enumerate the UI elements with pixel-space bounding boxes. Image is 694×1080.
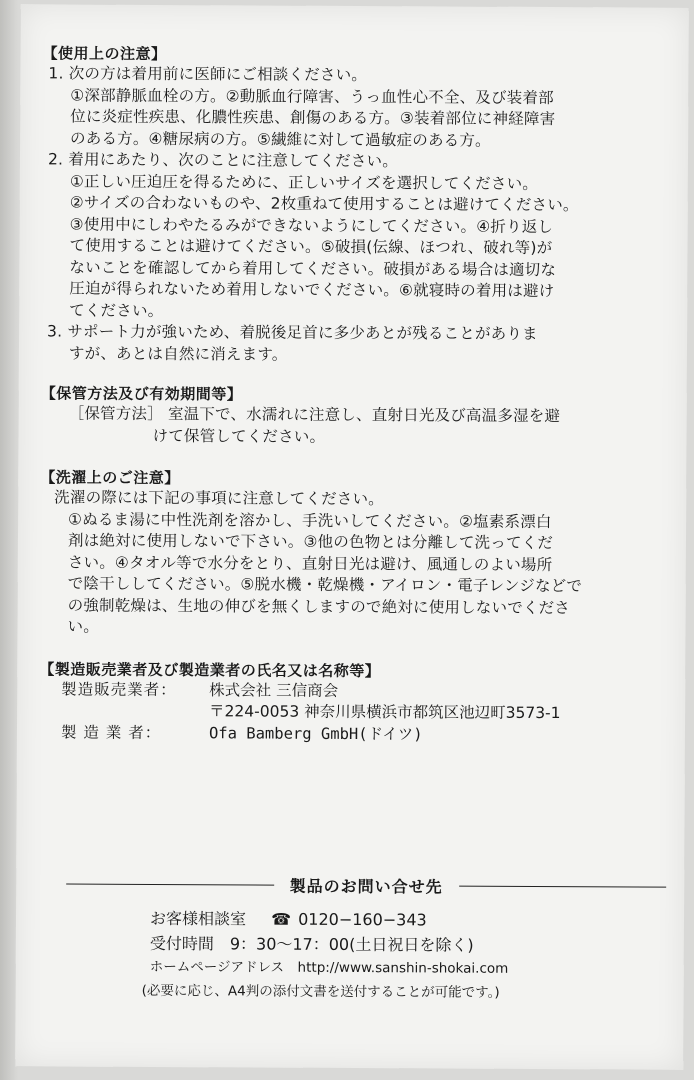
homepage-address: ホームページアドレス http://www.sanshin-shokai.com [149,958,509,977]
usage-line: ①正しい圧迫圧を得るために、正しいサイズを選択してください。 [69,172,539,193]
storage-line: ［保管方法］ 室温下で、水濡れに注意し、直射日光及び高温多湿を避 [68,404,561,426]
seller-address: 〒224-0053 神奈川県横浜市都筑区池辺町3573-1 [209,702,561,723]
telephone-icon: ☎ [271,909,292,929]
manufacturer-section-title: 【製造販売業者及び製造業者の氏名又は名称等】 [39,659,381,680]
document-content [39,42,681,746]
storage-section-title: 【保管方法及び有効期間等】 [40,384,243,404]
inquiry-header [66,873,666,899]
usage-line: ①深部静脈血栓の方。②動脈血行障害、うっ血性心不全、及び装着部 [70,86,554,107]
usage-line: ないことを確認してから着用してください。破損がある場合は適切な [69,258,557,279]
manufacturer-section [39,679,677,747]
maker-name: Ofa Bamberg GmbH(ドイツ) [208,723,423,743]
washing-line: さい。④タオル等で水分をとり、直射日光は避け、風通しのよい場所 [67,553,553,574]
washing-line: 洗濯の際には下記の事項に注意してください。 [54,488,384,509]
customer-office-row [66,906,666,934]
reception-hours: 受付時間 9：30〜17：00(土日祝日を除く) [149,933,474,955]
washing-line: で陰干ししてください。⑤脱水機・乾燥機・アイロン・電子レンジなどで [67,574,583,596]
washing-line: ①ぬるま湯に中性洗剤を溶かし、手洗いしてください。②塩素系漂白 [68,510,552,531]
usage-section [41,63,681,367]
storage-section [40,403,678,449]
usage-line: 位に炎症性疾患、化膿性疾患、創傷のある方。③装着部位に神経障害 [70,107,556,129]
usage-line: のある方。④糖尿病の方。⑤繊維に対して過敏症のある方。 [70,129,491,150]
usage-section-title: 【使用上の注意】 [42,44,167,64]
divider [459,886,667,888]
document-sheet [15,4,689,1069]
usage-line: て使用することは避けてください。⑤破損(伝線、ほつれ、破れ等)が [69,236,553,258]
usage-line: 1. 次の方は着用前に医師にご相談ください。 [48,64,368,85]
usage-line: 3. サポート力が強いため、着脱後足首に多少あとが残ることがありま [47,322,538,343]
customer-office: お客様相談室 [149,908,247,929]
washing-line: の強制乾燥は、生地の伸びを無くしますので絶対に使用しないでくださ [67,596,571,617]
maker-row [39,722,677,747]
divider [66,884,274,886]
usage-line: すが、あとは自然に消えます。 [68,344,288,364]
inquiry-title: 製品のお問い合せ先 [289,876,443,897]
washing-line: い。 [67,617,99,636]
usage-line: ②サイズの合わないものや、2枚重ねて使用することは避けてください。 [69,193,579,215]
storage-line: けて保管してください。 [152,426,326,446]
maker-label: 製 造 業 者： [60,722,162,742]
document-request-note: (必要に応じ、A4判の添付文書を送付することが可能です。) [141,982,500,1001]
usage-line: 圧迫が得られないため着用しないでください。⑥就寝時の着用は避け [69,279,555,301]
washing-section-title: 【洗濯上のご注意】 [40,468,180,488]
seller-label: 製造販売業者： [61,679,177,699]
seller-name: 株式会社 三信商会 [209,680,339,700]
usage-line: 2. 着用にあたり、次のことに注意してください。 [47,150,399,171]
washing-line: 剤は絶対に使用しないで下さい。③他の色物とは分離して洗ってくだ [67,531,554,553]
washing-section [39,487,678,641]
phone-number: 0120−160−343 [298,909,427,930]
usage-line: ③使用中にしわやたるみができないようにしてください。④折り返し [69,215,554,236]
inquiry-block [66,873,667,1006]
usage-line: てください。 [69,301,164,320]
